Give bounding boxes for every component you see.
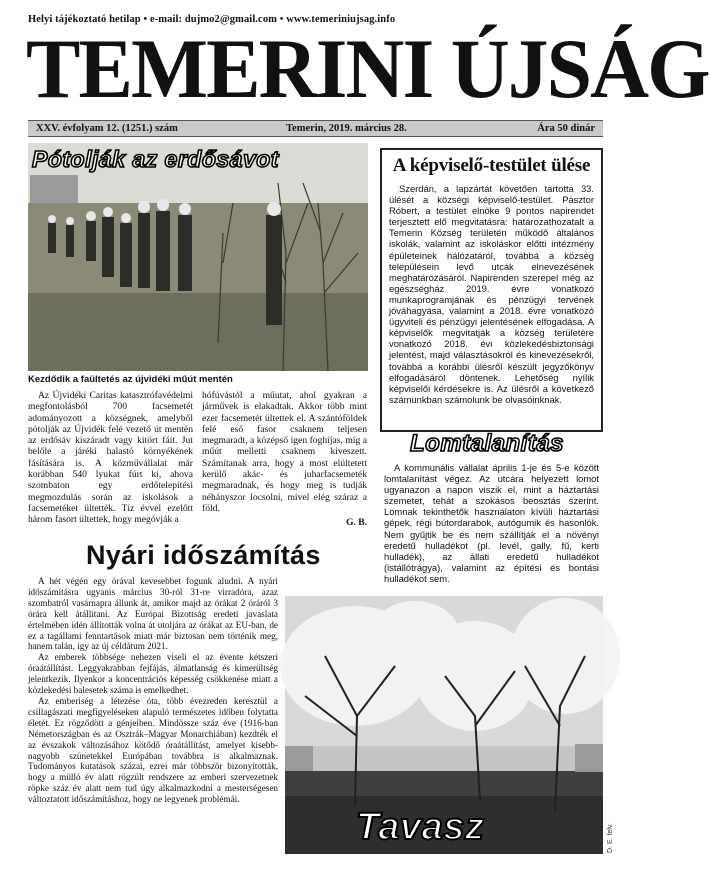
article2-title: A képviselő-testület ülése (392, 155, 591, 176)
spring-photo-title: Tavasz (356, 806, 485, 848)
article4-title: Nyári időszámítás (86, 540, 321, 570)
bulky-waste-article (380, 430, 603, 590)
photo-credit: D. E. felv. (607, 823, 614, 853)
article3-text: A kommunális vállalat április 1-je és 5-e között lomtalanítást végez. Az utcára helyezett lomot ugyanazon a napon viszik el, mint a háztartási szemetet, tehát a szokásos beosztás szerint. Lomnak tekinthetők használaton kívüli háztartási gépek, régi bútordarabok, autógumik és hasonlók. Nem gyűjtik be és nem szállítják el a növényi eredetű hulladékot (pl. levél, gally, fű, kerti hulladék), az állati eredetű hulladékot (istállótrágya), valamint az építési és bontási hulladékot sem. (384, 462, 599, 584)
article2-text: Szerdán, a lapzártát követően tartotta 33. ülését a községi képviselő-testület. Pásztor Róbert, a testület elnöke 9 pontos napirendet terjesztett elő megvitatásra: határozathozatalt a Temerin Község területén működő általános iskolák, valamint az iskoláskor előtti intézmény épületeinek hálózatáról, továbbá a község településein levő utcák elnevezésének meghatározásáról. Napirenden szerepel még az egészségház 2019. évre vonatkozó munkaprogramjának és pénzügyi tervének jóváhagyása, valamint a 2018. évre vonatkozó ügyviteli és pénzügyi jelentésének elfogadása. A képviselők megvitatják a község területére vonatkozó 2018. évi közlekedésbiztonsági jelentést, majd választásokról és kinevezésekről, továbbá a korábbi ülésről készült jegyzőkönyv elfogadásáról döntenek. Lehetőség nyílik képviselői kérdésekre is. Az ülésről a következő számunkban számolunk be olvasóinknak. (389, 183, 594, 405)
article1-text-1: Az Újvidéki Caritas katasztrófavédelmi megfontolásból 700 facsemetét adományozott a községnek, amelyből pótolják az Újvidék felé vezető út mentén az erdősáv kiszáradt vagy kitört fáit. Jut belőle a járéki halastó környékének fásítására is. A közművállalat már korábban 540 lyukat fúrt ki, ahova szombaton egy erdőtelepítési megmozdulás során az iskolások a facsemetéket ültették. Tíz évvel ezelőtt három fasort ültettek, hogy megóvják a (28, 390, 193, 526)
article3-title: Lomtalanítás (410, 430, 565, 457)
article1-column-2 (202, 390, 367, 514)
issue-number: XXV. évfolyam 12. (1251.) szám (36, 123, 178, 134)
masthead-title: TEMERINI ÚJSÁG (26, 22, 709, 116)
tree-planting-image (28, 143, 368, 371)
council-meeting-box (380, 148, 603, 432)
article4-paragraph-3: Az emberiség a létezése óta, több évezreden keresztül a csillagászati megfigyeléseken alapuló természetes időben folytatta életét. Ez rögződött a génjeiben. Mindössze száz éve (1916-ban Németországban és az Osztrák–Magyar Monarchiában) kezdték el az évszakok változásához kötődő óraátállítást, amelyet kisebb-nagyobb szünetekkel Európában továbbra is alkalmaznak. Tudományos kutatások százai, ezrei már többször bizonyították, hogy a mülló év alatt rögzült rendszere az emberi szervezetnek röpke száz év alatt nem tud úgy alkalmazkodni a mesterségesen változtatott időszámításhoz, hogy ne legyenek problémái. (28, 695, 278, 805)
article4-paragraph-2: Az emberek többsége nehezen viseli el az évente kétszeri óraátállítást. Leggyakrabban fejfájás, álmatlanság és kimerültség jelentkezik. Ilyenkor a koncentrációs képesség csökkenése miatt a közlekedési balesetek száma is emelkedhet. (28, 652, 278, 696)
article2-body (389, 183, 594, 405)
article1-signature: G. B. (346, 518, 367, 528)
article4-body (28, 576, 278, 805)
tree-planting-photo (28, 143, 368, 371)
issue-date: Temerin, 2019. március 28. (286, 123, 407, 134)
issue-info-bar (28, 120, 603, 137)
article1-text-2: hófúvástól a műutat, ahol gyakran a járművek is elakadtak. Akkor több mint ezer facsemetét ültettek el. A szántóföldek felé eső fasor csaknem teljesen megmaradt, a középső igen foghíjas, míg a műút melletti csaknem kiveszett. Számítanak arra, hogy a most elültetett kerülő akác- és juharfacsemeték megmaradnak, és hogy meg is tudják néhányszor locsolni, mivel elég száraz a föld. (202, 390, 367, 514)
article1-title: Pótolják az erdősávot (32, 146, 279, 172)
article3-body (384, 462, 599, 584)
tagline: Helyi tájékoztató hetilap • e-mail: dujmo2@gmail.com • www.temeriniujsag.info (28, 14, 396, 25)
issue-price: Ára 50 dinár (537, 123, 595, 134)
article1-caption: Kezdődik a faültetés az újvidéki műút mentén (28, 374, 233, 385)
article4-paragraph-1: A hét végén egy órával kevesebbet fogunk aludni. A nyári időszámításra ugyanis március 30-ról 31-re virradóra, azaz szombatról vasárnapra állunk át, amikor majd az órákat 2 óráról 3 órára kell átállítani. Az Európai Bizottság eredeti javaslata értelmében idén állították volna át utoljára az órákat az EU-ban, de ez a tagállami fenntartások miatt már biztosan nem történik meg, hanem talán, így az új céldátum 2021. (28, 576, 278, 652)
article1-column-1 (28, 390, 193, 526)
